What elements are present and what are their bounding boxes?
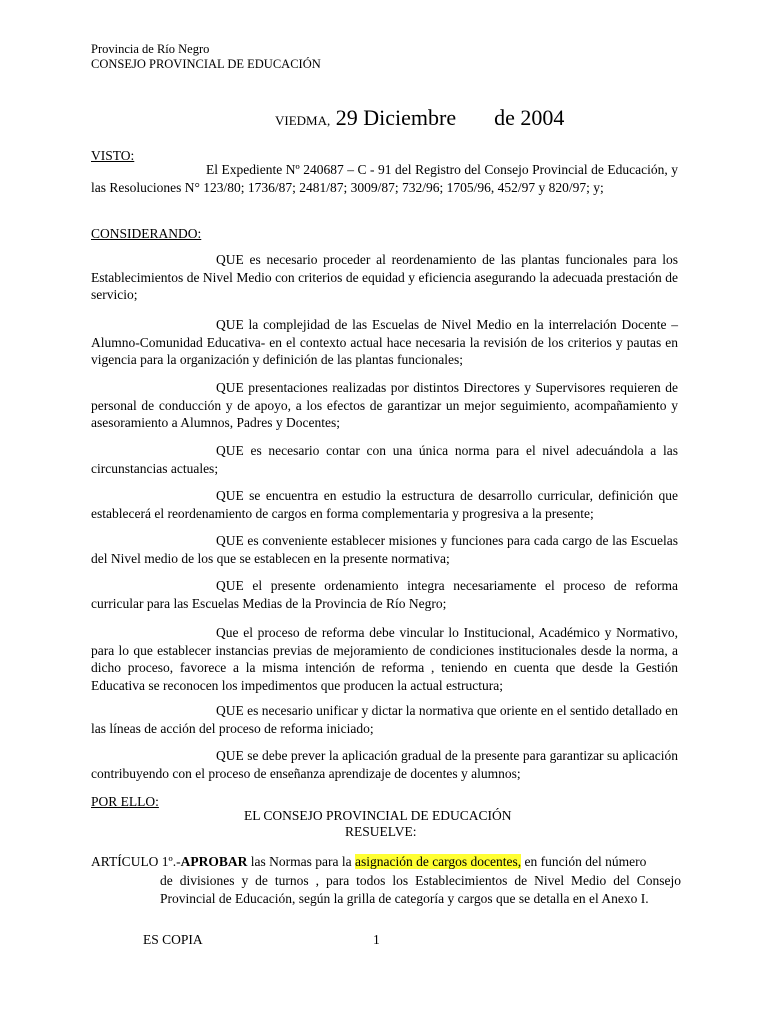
por-ello-label: POR ELLO: — [91, 794, 159, 809]
dateline-city: VIEDMA, — [275, 113, 331, 128]
dateline-date: 29 Diciembre — [335, 105, 457, 130]
council-heading: EL CONSEJO PROVINCIAL DE EDUCACIÓN — [244, 808, 512, 823]
considerando-paragraph: QUE es necesario proceder al reordenamiento de las plantas funcionales para los Establecimientos de Nivel Medio con criterios de equidad y eficiencia asegurando la adecuada prestación de servicio; — [91, 252, 678, 302]
page-number: 1 — [373, 932, 380, 947]
considerando-paragraph: QUE se debe prever la aplicación gradual de la presente para garantizar su aplicación contribuyendo con el proceso de enseñanza aprendizaje de docentes y alumnos; — [91, 748, 678, 781]
considerando-paragraph: QUE presentaciones realizadas por distintos Directores y Supervisores requieren de personal de conducción y de apoyo, a los efectos de garantizar un mejor seguimiento, acompañamiento y asesoramiento a Alumnos, Padres y Docentes; — [91, 380, 678, 430]
dateline — [275, 105, 564, 131]
considerando-paragraph: QUE es necesario contar con una única norma para el nivel adecuándola a las circunstancias actuales; — [91, 443, 678, 476]
visto-text — [91, 161, 678, 196]
considerando-paragraph: QUE se encuentra en estudio la estructura de desarrollo curricular, definición que establecerá el reordenamiento de cargos en forma complementaria y progresiva a la presente; — [91, 488, 678, 521]
dateline-year: de 2004 — [494, 105, 565, 130]
visto-label: VISTO: — [91, 148, 135, 163]
articulo-verb: APROBAR — [180, 854, 248, 869]
articulo-prefix: ARTÍCULO 1º.- — [91, 854, 181, 869]
articulo-1: ARTÍCULO 1º.-APROBAR las Normas para la asignación de cargos docentes, en función del número de divisiones y de turnos , para todos los Establecimientos de Nivel Medio del Consejo Provincial de Educación, según la grilla de categoría y cargos que se detalla en el Anexo I. — [91, 853, 681, 909]
visto-body: El Expediente Nº 240687 – C - 91 del Registro del Consejo Provincial de Educación, y las Resoluciones N° 123/80; 1736/87; 2481/87; 3009/87; 732/96; 1705/96, 452/97 y 820/97; y; — [91, 162, 678, 195]
resuelve-heading: RESUELVE: — [345, 824, 417, 839]
considerando-paragraph: QUE es conveniente establecer misiones y funciones para cada cargo de las Escuelas del Nivel medio de los que se establecen en la presente normativa; — [91, 533, 678, 566]
considerando-paragraph: QUE es necesario unificar y dictar la normativa que oriente en el sentido detallado en las líneas de acción del proceso de reforma iniciado; — [91, 703, 678, 736]
es-copia-label: ES COPIA — [143, 932, 203, 947]
considerando-paragraph: QUE el presente ordenamiento integra necesariamente el proceso de reforma curricular para las Escuelas Medias de la Provincia de Río Negro; — [91, 578, 678, 611]
considerando-paragraph: QUE la complejidad de las Escuelas de Nivel Medio en la interrelación Docente –Alumno-Comunidad Educativa- en el contexto actual hace necesaria la revisión de los criterios y pautas en vigencia para la organización y definición de las plantas funcionales; — [91, 317, 678, 367]
letterhead-council: CONSEJO PROVINCIAL DE EDUCACIÓN — [91, 57, 321, 71]
considerando-paragraph: Que el proceso de reforma debe vincular lo Institucional, Académico y Normativo, para lo que establecer instancias previas de mejoramiento de condiciones institucionales desde la norma, a dicho proceso, favorece a la misma intención de reforma , teniendo en cuenta que desde la Gestión Educativa se reconocen los impedimentos que producen la actual estructura; — [91, 625, 678, 693]
articulo-continuation: de divisiones y de turnos , para todos los Establecimientos de Nivel Medio del Consejo Provincial de Educación, según la grilla de categoría y cargos que se detalla en el Anexo I. — [160, 872, 681, 906]
highlighted-phrase: asignación de cargos docentes, — [354, 854, 522, 869]
letterhead-province: Provincia de Río Negro — [91, 42, 210, 56]
letterhead — [91, 42, 321, 72]
considerando-label: CONSIDERANDO: — [91, 226, 202, 241]
